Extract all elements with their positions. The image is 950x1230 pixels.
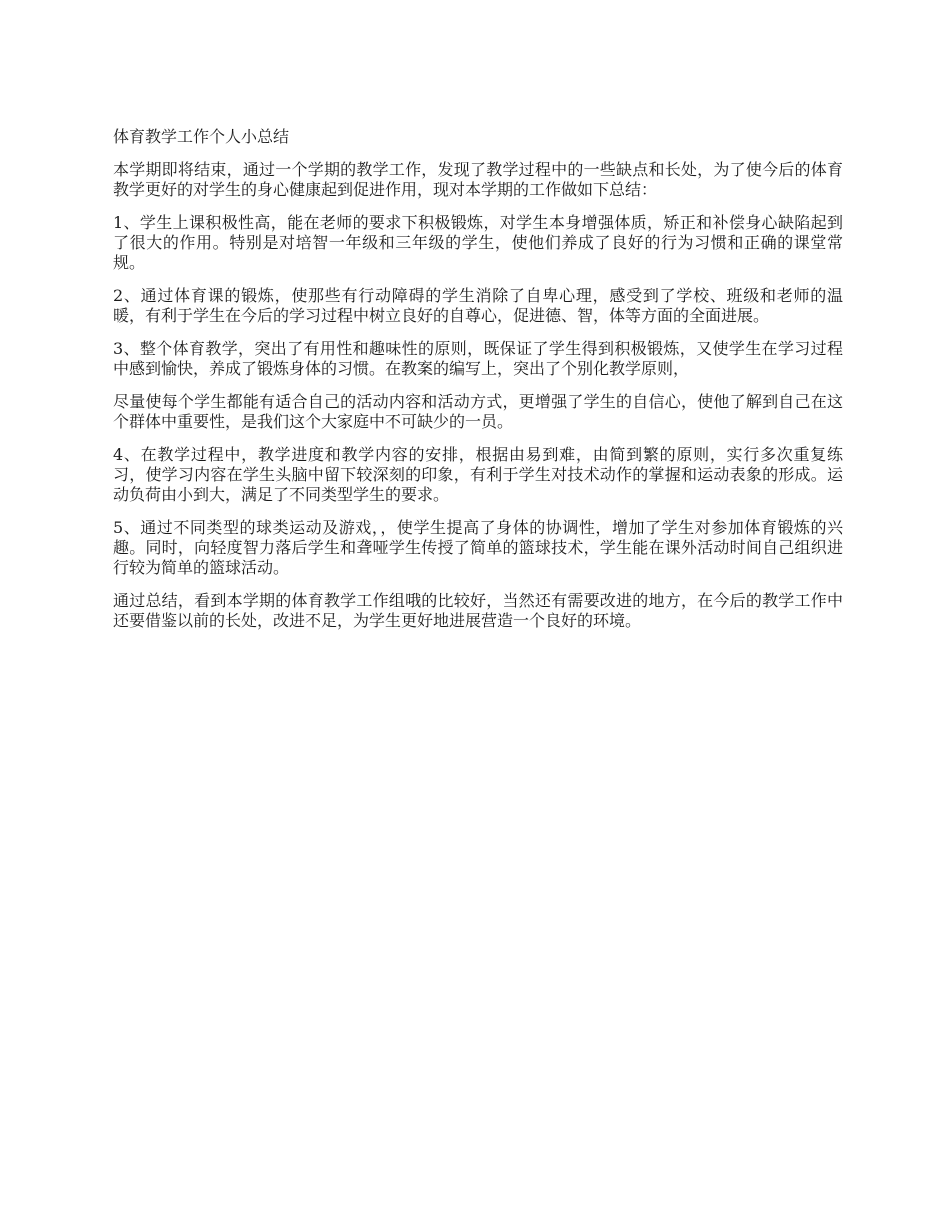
paragraph-point-4: 4、在教学过程中，教学进度和教学内容的安排，根据由易到难，由简到繁的原则，实行多次重复练习，使学习内容在学生头脑中留下较深刻的印象，有利于学生对技术动作的掌握和运动表象的形成。运动负荷由小到大，满足了不同类型学生的要求。 xyxy=(113,445,843,504)
paragraph-intro: 本学期即将结束，通过一个学期的教学工作，发现了教学过程中的一些缺点和长处，为了使今后的体育教学更好的对学生的身心健康起到促进作用，现对本学期的工作做如下总结： xyxy=(113,160,843,199)
paragraph-conclusion: 通过总结，看到本学期的体育教学工作组哦的比较好，当然还有需要改进的地方，在今后的教学工作中还要借鉴以前的长处，改进不足，为学生更好地进展营造一个良好的环境。 xyxy=(113,591,843,630)
paragraph-point-5: 5、通过不同类型的球类运动及游戏，，使学生提高了身体的协调性，增加了学生对参加体育锻炼的兴趣。同时，向轻度智力落后学生和聋哑学生传授了简单的篮球技术，学生能在课外活动时间自己组织进行较为简单的篮球活动。 xyxy=(113,518,843,577)
paragraph-point-3-continued: 尽量使每个学生都能有适合自己的活动内容和活动方式，更增强了学生的自信心，使他了解到自己在这个群体中重要性，是我们这个大家庭中不可缺少的一员。 xyxy=(113,392,843,431)
document-page xyxy=(113,124,843,644)
paragraph-point-2: 2、通过体育课的锻炼，使那些有行动障碍的学生消除了自卑心理，感受到了学校、班级和老师的温暖，有利于学生在今后的学习过程中树立良好的自尊心，促进德、智，体等方面的全面进展。 xyxy=(113,286,843,325)
paragraph-point-3: 3、整个体育教学，突出了有用性和趣味性的原则，既保证了学生得到积极锻炼，又使学生在学习过程中感到愉快，养成了锻炼身体的习惯。在教案的编写上，突出了个别化教学原则， xyxy=(113,339,843,378)
document-title: 体育教学工作个人小总结 xyxy=(113,127,290,146)
paragraph-point-1: 1、学生上课积极性高，能在老师的要求下积极锻炼，对学生本身增强体质，矫正和补偿身心缺陷起到了很大的作用。特别是对培智一年级和三年级的学生，使他们养成了良好的行为习惯和正确的课堂常规。 xyxy=(113,213,843,272)
